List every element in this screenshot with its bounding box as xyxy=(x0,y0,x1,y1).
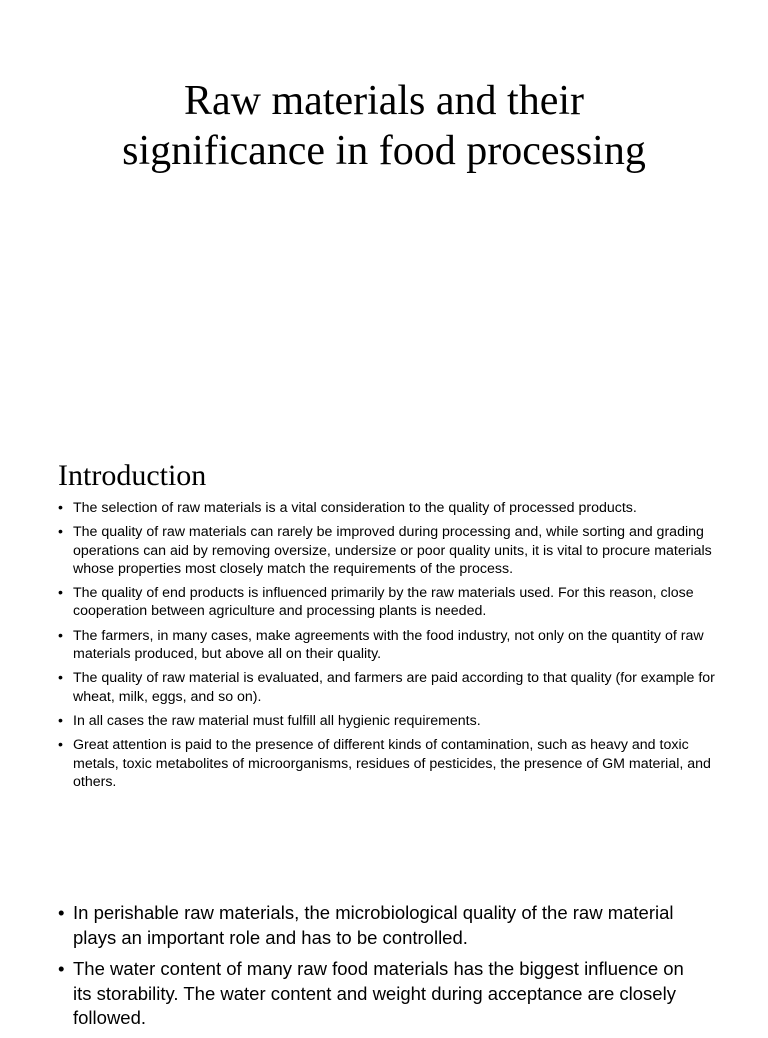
raw-material-quality-slide xyxy=(0,860,768,1028)
bullet-item: • The quality of end products is influenced primarily by the raw materials used. For this reason, close cooperation between agriculture and processing plants is needed. xyxy=(58,584,728,621)
bullet-item: • In perishable raw materials, the microbiological quality of the raw material plays an important role and has to be controlled. xyxy=(58,901,698,950)
bullet-item: • The quality of raw material is evaluated, and farmers are paid according to that quality (for example for wheat, milk, eggs, and so on). xyxy=(58,669,728,706)
presentation-title: Raw materials and their significance in food processing xyxy=(122,78,646,174)
bullet-list xyxy=(58,901,698,1038)
bullet-list xyxy=(58,499,728,797)
title-slide xyxy=(0,0,768,440)
bullet-item: • The water content of many raw food materials has the biggest influence on its storability. The water content and weight during acceptance are closely followed. xyxy=(58,957,698,1031)
bullet-item: • The farmers, in many cases, make agreements with the food industry, not only on the quantity of raw materials produced, but above all on their quality. xyxy=(58,627,728,664)
slide-heading: Introduction xyxy=(58,459,207,492)
bullet-item: • In all cases the raw material must fulfill all hygienic requirements. xyxy=(58,712,728,730)
bullet-item: • Great attention is paid to the presence of different kinds of contamination, such as heavy and toxic metals, toxic metabolites of microorganisms, residues of pesticides, the presence of GM material, and others. xyxy=(58,736,728,791)
bullet-item: • The selection of raw materials is a vital consideration to the quality of processed products. xyxy=(58,499,728,517)
bullet-item: • The quality of raw materials can rarely be improved during processing and, while sorting and grading operations can aid by removing oversize, undersize or poor quality units, it is vital to procure materials whose properties most closely match the requirements of the process. xyxy=(58,523,728,578)
introduction-slide xyxy=(0,440,768,860)
